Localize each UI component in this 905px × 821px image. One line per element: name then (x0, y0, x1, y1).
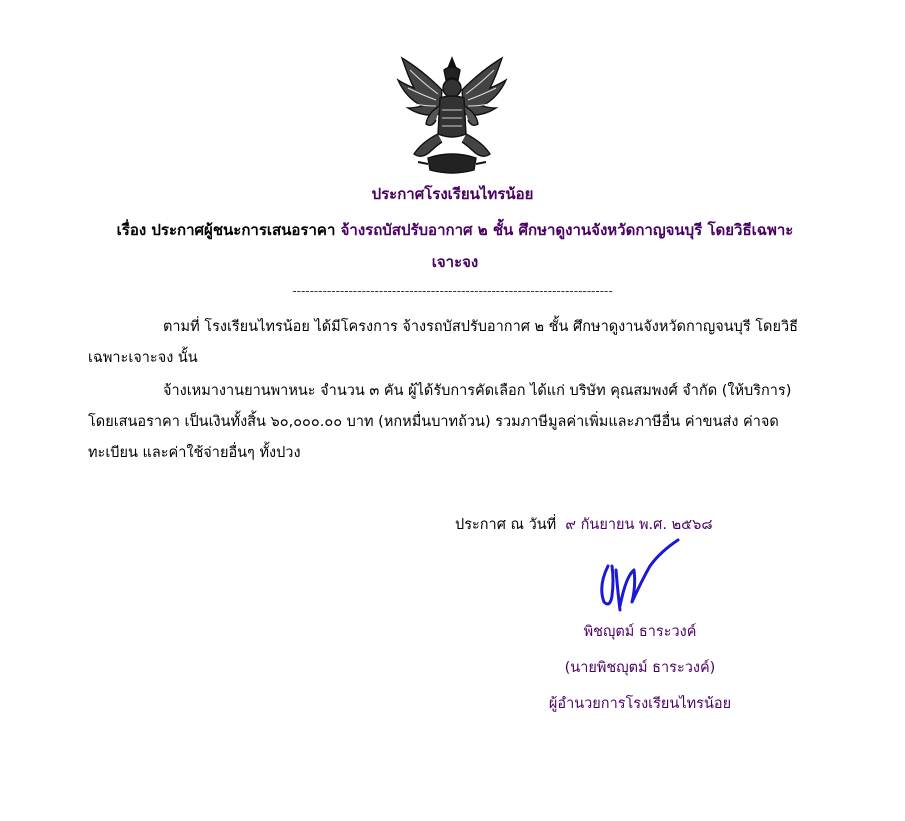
announcement-date-line (455, 513, 713, 536)
divider-line: -------------------------------------------------------------------------- (292, 284, 613, 298)
paragraph-1-text: ตามที่ โรงเรียนไทรน้อย ได้มีโครงการ จ้างรถบัสปรับอากาศ ๒ ชั้น ศึกษาดูงานจังหวัดกาญจนบุรี โดยวิธีเฉพาะเจาะจง นั้น (88, 319, 798, 366)
announcement-label: ประกาศ ณ วันที่ (455, 517, 557, 533)
body-paragraph-1 (88, 312, 818, 374)
subject-topic: จ้างรถบัสปรับอากาศ ๒ ชั้น ศึกษาดูงานจังหวัดกาญจนบุรี โดยวิธีเฉพาะเจาะจง (340, 221, 794, 271)
subject-prefix: เรื่อง ประกาศผู้ชนะการเสนอราคา (116, 221, 336, 239)
signatory-full-name: (นายพิชญุตม์ ธาระวงค์) (564, 660, 716, 676)
announcement-date: ๙ กันยายน พ.ศ. ๒๕๖๘ (565, 517, 713, 533)
handwritten-signature (590, 536, 690, 616)
signatory-position: ผู้อำนวยการโรงเรียนไทรน้อย (548, 696, 732, 712)
body-paragraph-2 (88, 376, 818, 469)
signatory-name: พิชญุตม์ ธาระวงค์ (583, 624, 697, 640)
document-title: ประกาศโรงเรียนไทรน้อย (371, 185, 534, 203)
paragraph-2-text: จ้างเหมางานยานพาหนะ จำนวน ๓ คัน ผู้ได้รับการคัดเลือก ได้แก่ บริษัท คุณสมพงศ์ จำกัด (ให้บริการ) โดยเสนอราคา เป็นเงินทั้งสิ้น ๖๐,๐๐๐.๐๐ บาท (หกหมื่นบาทถ้วน) รวมภาษีมูลค่าเพิ่มและภาษีอื่น ค่าขนส่ง ค่าจดทะเบียน และค่าใช้จ่ายอื่นๆ ทั้งปวง (88, 383, 792, 461)
garuda-emblem-icon (392, 50, 512, 180)
subject-line (100, 214, 810, 278)
